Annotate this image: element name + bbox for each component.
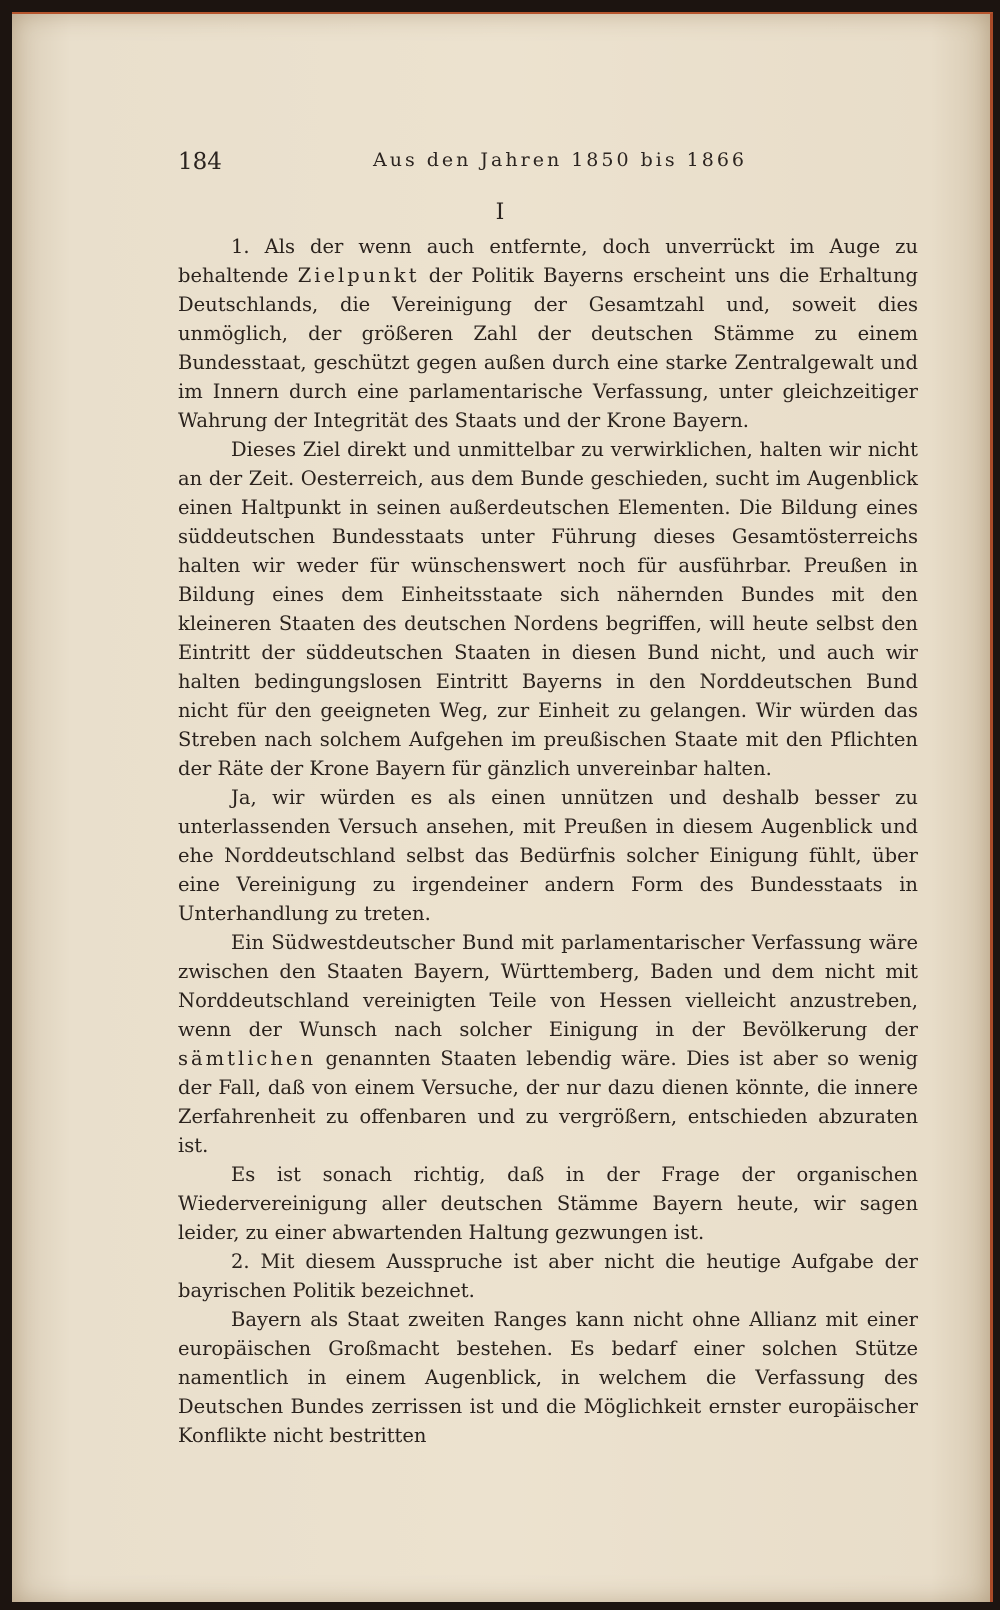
paragraph-text: Es ist sonach richtig, daß in der Frage der organischen Wiedervereinigung aller deutschen Stämme Bayern heute, wir sagen leider, zu einer abwartenden Haltung gezwungen ist. — [178, 1163, 918, 1244]
paragraph — [178, 783, 918, 928]
paragraph — [178, 1160, 918, 1247]
emphasized-term: Zielpunkt — [297, 264, 420, 287]
paragraph-text: Ein Südwestdeutscher Bund mit parlamentarischer Verfassung wäre zwischen den Staaten Bayern, Württemberg, Baden und dem nicht mit Norddeutschland vereinigten Teile von Hessen vielleicht anzustreben, wenn der Wunsch nach solcher Einigung in der Bevölkerung der — [178, 931, 918, 1041]
paragraph — [178, 435, 918, 783]
paragraph — [178, 928, 918, 1160]
page-header — [178, 143, 918, 177]
paragraph — [178, 1247, 918, 1305]
emphasized-term: sämtlichen — [178, 1047, 317, 1070]
paragraph-text: Bayern als Staat zweiten Ranges kann nicht ohne Allianz mit einer europäischen Großmacht bestehen. Es bedarf einer solchen Stütze namentlich in einem Augenblick, in welchem die Verfassung des Deutschen Bundes zerrissen ist und die Möglichkeit ernster europäischer Konflikte nicht bestritten — [178, 1308, 918, 1447]
paragraph-text: der Politik Bayerns erscheint uns die Erhaltung Deutschlands, die Vereinigung der Gesamtzahl und, soweit dies unmöglich, der größeren Zahl der deutschen Stämme zu einem Bundesstaat, geschützt gegen außen durch eine starke Zentralgewalt und im Innern durch eine parlamentarische Verfassung, unter gleichzeitiger Wahrung der Integrität des Staats und der Krone Bayern. — [178, 264, 918, 432]
paragraph-text: Ja, wir würden es als einen unnützen und deshalb besser zu unterlassenden Versuch ansehen, mit Preußen in diesem Augenblick und ehe Norddeutschland selbst das Bedürfnis solcher Einigung fühlt, über eine Vereinigung zu irgendeiner andern Form des Bundesstaats in Unterhandlung zu treten. — [178, 786, 918, 925]
paragraph-text: Dieses Ziel direkt und unmittelbar zu verwirklichen, halten wir nicht an der Zeit. Oesterreich, aus dem Bunde geschieden, sucht im Augenblick einen Haltpunkt in seinen außerdeutschen Elementen. Die Bildung eines süddeutschen Bundesstaats unter Führung dieses Gesamtösterreichs halten wir weder für wünschenswert noch für ausführbar. Preußen in Bildung eines dem Einheitsstaate sich nähernden Bundes mit den kleineren Staaten des deutschen Nordens begriffen, will heute selbst den Eintritt der süddeutschen Staaten in diesen Bund nicht, und auch wir halten bedingungslosen Eintritt Bayerns in den Norddeutschen Bund nicht für den geeigneten Weg, zur Einheit zu gelangen. Wir würden das Streben nach solchem Aufgehen im preußischen Staate mit den Pflichten der Räte der Krone Bayern für gänzlich unvereinbar halten. — [178, 438, 918, 780]
paragraph — [178, 232, 918, 435]
paragraph — [178, 1305, 918, 1450]
section-heading: I — [495, 200, 505, 225]
paragraph-text: genannten Staaten lebendig wäre. Dies ist aber so wenig der Fall, daß von einem Versuche, der nur dazu dienen könnte, die innere Zerfahrenheit zu offenbaren und zu vergrößern, entschieden abzuraten ist. — [178, 1047, 918, 1157]
page-number: 184 — [178, 149, 222, 175]
paragraph-text: 1. Als der wenn auch entfernte, doch unverrückt im Auge zu behaltende — [178, 235, 918, 287]
paragraph-text: 2. Mit diesem Ausspruche ist aber nicht die heutige Aufgabe der bayrischen Politik bezeichnet. — [178, 1250, 918, 1302]
running-head: Aus den Jahren 1850 bis 1866 — [373, 149, 747, 171]
body-text — [178, 232, 918, 1450]
